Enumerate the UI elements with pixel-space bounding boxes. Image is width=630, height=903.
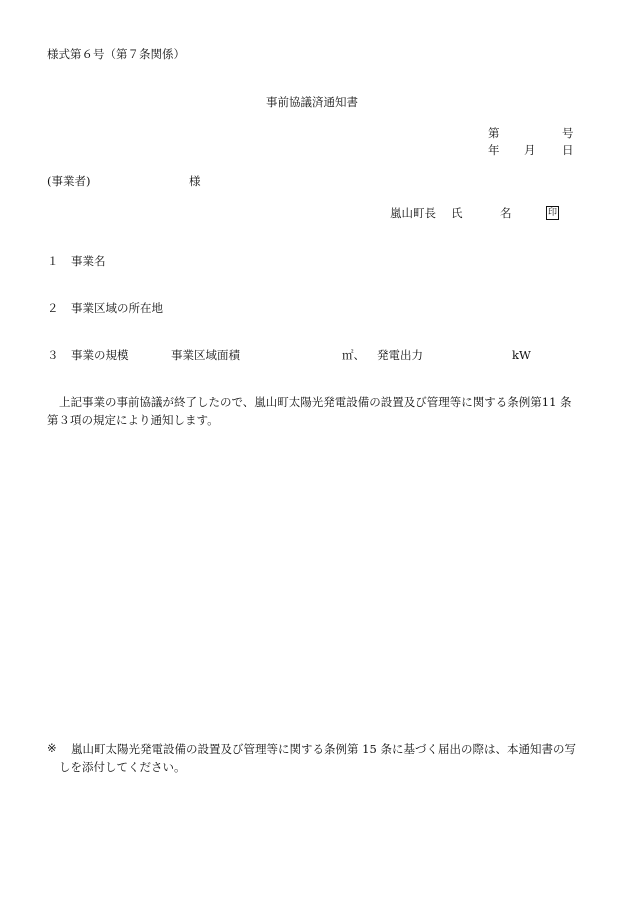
- document-title: 事前協議済通知書: [266, 95, 358, 109]
- item-3-label: 事業の規模: [71, 348, 129, 362]
- area-label: 事業区域面積: [171, 348, 240, 362]
- issuer-title: 嵐山町長: [390, 206, 436, 220]
- body-paragraph: 上記事業の事前協議が終了したので、嵐山町太陽光発電設備の設置及び管理等に関する条例第11 条第３項の規定により通知します。: [47, 395, 572, 427]
- output-label: 発電出力: [377, 348, 423, 362]
- item-2-label: 事業区域の所在地: [71, 301, 163, 315]
- issuer-mei: 名: [500, 206, 512, 220]
- note-mark: ※: [47, 741, 57, 755]
- issuer-uji: 氏: [451, 206, 463, 220]
- form-number: 様式第６号（第７条関係）: [47, 47, 185, 61]
- issuer-seal: [546, 206, 559, 220]
- date-year: 年: [488, 143, 500, 157]
- item-2-number: ２: [47, 301, 59, 315]
- addressee-label: (事業者): [47, 174, 91, 188]
- output-unit: kW: [512, 348, 531, 362]
- doc-number-go: 号: [562, 126, 574, 140]
- item-3-number: ３: [47, 348, 59, 362]
- note-text: 嵐山町太陽光発電設備の設置及び管理等に関する条例第 15 条に基づく届出の際は、本通知書の写しを添付してください。: [59, 742, 576, 774]
- item-1-label: 事業名: [71, 254, 106, 268]
- item-1-number: １: [47, 254, 59, 268]
- addressee-honorific: 様: [189, 174, 201, 188]
- doc-number-dai: 第: [488, 126, 500, 140]
- seal-mark: 印: [548, 208, 558, 218]
- date-day: 日: [562, 143, 574, 157]
- date-month: 月: [524, 143, 536, 157]
- area-unit: ㎡、: [342, 348, 365, 362]
